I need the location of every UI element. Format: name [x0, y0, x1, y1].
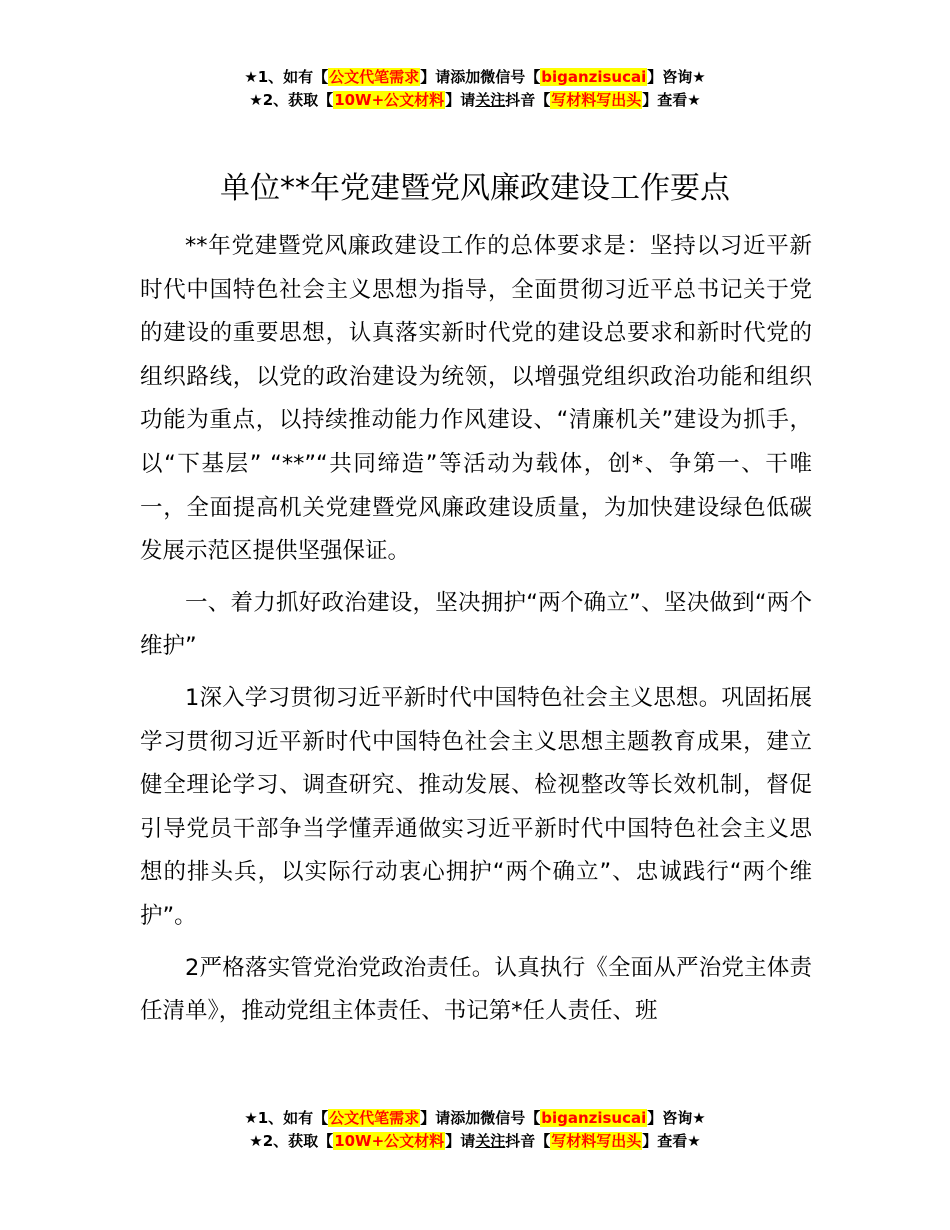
banner-text: 】请添加微信号【 [420, 68, 541, 86]
banner-text: 】请添加微信号【 [420, 1109, 541, 1127]
footer-banner [0, 1107, 950, 1153]
paragraph-item-2: 2严格落实管党治党政治责任。认真执行《全面从严治党主体责任清单》，推动党组主体责任、书记第*任人责任、班 [140, 954, 812, 1025]
highlight-materials: 10W+公文材料 [334, 91, 445, 109]
banner-text: 】咨询★ [647, 1109, 706, 1127]
highlight-materials: 10W+公文材料 [334, 1132, 445, 1150]
banner-text: ★1、如有【 [244, 1109, 329, 1127]
document-title: 单位**年党建暨党风廉政建设工作要点 [220, 171, 730, 206]
highlight-wechat-id: biganzisucai [541, 68, 647, 86]
paragraph-item-1: 1深入学习贯彻习近平新时代中国特色社会主义思想。巩固拓展学习贯彻习近平新时代中国特色社会主义思想主题教育成果，建立健全理论学习、调查研究、推动发展、检视整改等长效机制，督促引导党员干部争当学懂弄通做实习近平新时代中国特色社会主义思想的排头兵，以实际行动衷心拥护“两个确立”、忠诚践行“两个维护”。 [140, 684, 812, 929]
banner-text: 抖音【 [505, 91, 551, 109]
banner-text: ★2、获取【 [249, 91, 334, 109]
banner-text: 】咨询★ [647, 68, 706, 86]
section-heading-1: 一、着力抓好政治建设，坚决拥护“两个确立”、坚决做到“两个维护” [140, 589, 812, 660]
banner-text: 】请 [445, 1132, 476, 1150]
banner-line-2 [0, 1130, 950, 1153]
banner-text: 】查看★ [642, 1132, 701, 1150]
highlight-ghostwriting: 公文代笔需求 [329, 68, 420, 86]
banner-line-2 [0, 89, 950, 112]
underlined-follow: 关注 [475, 91, 506, 109]
banner-line-1 [0, 66, 950, 89]
banner-text: ★1、如有【 [244, 68, 329, 86]
highlight-wechat-id: biganzisucai [541, 1109, 647, 1127]
highlight-douyin-account: 写材料写出头 [551, 1132, 642, 1150]
document-body [140, 225, 812, 1042]
paragraph-intro: **年党建暨党风廉政建设工作的总体要求是：坚持以习近平新时代中国特色社会主义思想为指导，全面贯彻习近平总书记关于党的建设的重要思想，认真落实新时代党的建设总要求和新时代党的组织路线，以党的政治建设为统领，以增强党组织政治功能和组织功能为重点，以持续推动能力作风建设、“清廉机关”建设为抓手，以“下基层” “**”“共同缔造”等活动为载体，创*、争第一、干唯一，全面提高机关党建暨党风廉政建设质量，为加快建设绿色低碳发展示范区提供坚强保证。 [140, 233, 812, 565]
highlight-ghostwriting: 公文代笔需求 [329, 1109, 420, 1127]
underlined-follow: 关注 [475, 1132, 506, 1150]
banner-text: 】请 [445, 91, 476, 109]
banner-text: 】查看★ [642, 91, 701, 109]
banner-line-1 [0, 1107, 950, 1130]
header-banner [0, 66, 950, 112]
banner-text: ★2、获取【 [249, 1132, 334, 1150]
banner-text: 抖音【 [505, 1132, 551, 1150]
highlight-douyin-account: 写材料写出头 [551, 91, 642, 109]
